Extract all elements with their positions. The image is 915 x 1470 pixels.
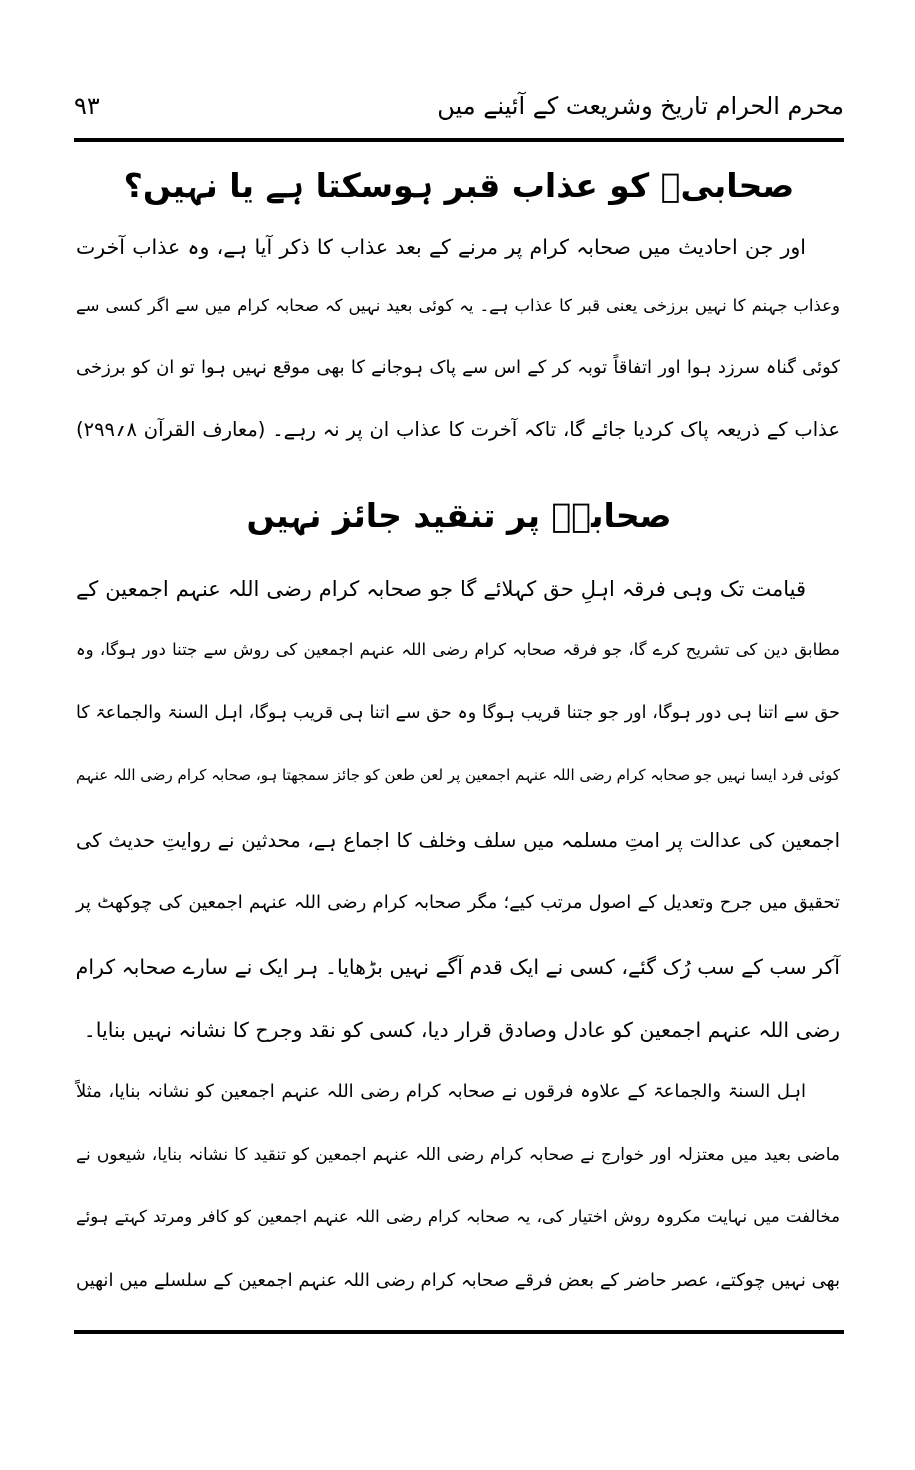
section-heading: صحابہؓ پر تنقید جائز نہیں [246, 496, 672, 535]
paragraph-line: مخالفت میں نہایت مکروہ روش اختیار کی، یہ صحابہ کرام رضی اللہ عنہم اجمعین کو کافر ومرتد کہتے ہوئے [76, 1207, 840, 1226]
paragraph-line: بھی نہیں چوکتے، عصر حاضر کے بعض فرقے صحابہ کرام رضی اللہ عنہم اجمعین کے سلسلے میں انھیں [76, 1270, 840, 1291]
header-rule [74, 138, 844, 142]
page-number: ۹۳ [74, 92, 100, 120]
running-header-title: محرم الحرام تاریخ وشریعت کے آئینے میں [437, 92, 844, 120]
paragraph-line: حق سے اتنا ہی دور ہوگا، اور جو جتنا قریب ہوگا وہ حق سے اتنا ہی قریب ہوگا، اہل السنۃ والجماعۃ کا [76, 703, 840, 723]
footer-rule [74, 1330, 844, 1334]
paragraph-line: ماضی بعید میں معتزلہ اور خوارج نے صحابہ کرام رضی اللہ عنہم اجمعین کو تنقید کا نشانہ بنایا، شیعوں نے [76, 1145, 840, 1165]
paragraph-line: کوئی فرد ایسا نہیں جو صحابہ کرام رضی اللہ عنہم اجمعین پر لعن طعن کو جائز سمجھتا ہو، صحابہ کرام رضی اللہ عنہم [76, 766, 840, 784]
paragraph-line: اہل السنۃ والجماعۃ کے علاوہ فرقوں نے صحابہ کرام رضی اللہ عنہم اجمعین کو نشانہ بنایا، مثلاً [76, 1081, 806, 1102]
paragraph-line: قیامت تک وہی فرقہ اہلِ حق کہلائے گا جو صحابہ کرام رضی اللہ عنہم اجمعین کے [76, 577, 806, 601]
paragraph-line: مطابق دین کی تشریح کرے گا، جو فرقہ صحابہ کرام رضی اللہ عنہم اجمعین کی روش سے جتنا دور ہوگا، وہ [76, 640, 840, 659]
paragraph-line: اور جن احادیث میں صحابہ کرام پر مرنے کے بعد عذاب کا ذکر آیا ہے، وہ عذاب آخرت [76, 235, 806, 259]
paragraph-line: رضی اللہ عنہم اجمعین کو عادل وصادق قرار دیا، کسی کو نقد وجرح کا نشانہ نہیں بنایا۔ [83, 1018, 840, 1042]
paragraph-line: آکر سب کے سب رُک گئے، کسی نے ایک قدم آگے نہیں بڑھایا۔ ہر ایک نے سارے صحابہ کرام [75, 955, 840, 979]
paragraph-line: وعذاب جہنم کا نہیں برزخی یعنی قبر کا عذاب ہے۔ یہ کوئی بعید نہیں کہ صحابہ کرام میں سے اگر کسی سے [76, 296, 840, 315]
paragraph-line: تحقیق میں جرح وتعدیل کے اصول مرتب کیے؛ مگر صحابہ کرام رضی اللہ عنہم اجمعین کی چوکھٹ پر [76, 892, 840, 913]
running-header [74, 86, 844, 132]
paragraph-line: عذاب کے ذریعہ پاک کردیا جائے گا، تاکہ آخرت کا عذاب ان پر نہ رہے۔ (معارف القرآن ۸؍۲۹۹) [76, 418, 840, 441]
paragraph-line: کوئی گناہ سرزد ہوا اور اتفاقاً توبہ کر کے اس سے پاک ہوجانے کا بھی موقع نہیں ہوا تو ان کو برزخی [76, 357, 840, 378]
section-heading: صحابیؓ کو عذاب قبر ہوسکتا ہے یا نہیں؟ [123, 166, 795, 205]
paragraph-line: اجمعین کی عدالت پر امتِ مسلمہ میں سلف وخلف کا اجماع ہے، محدثین نے روایتِ حدیث کی [76, 829, 840, 852]
